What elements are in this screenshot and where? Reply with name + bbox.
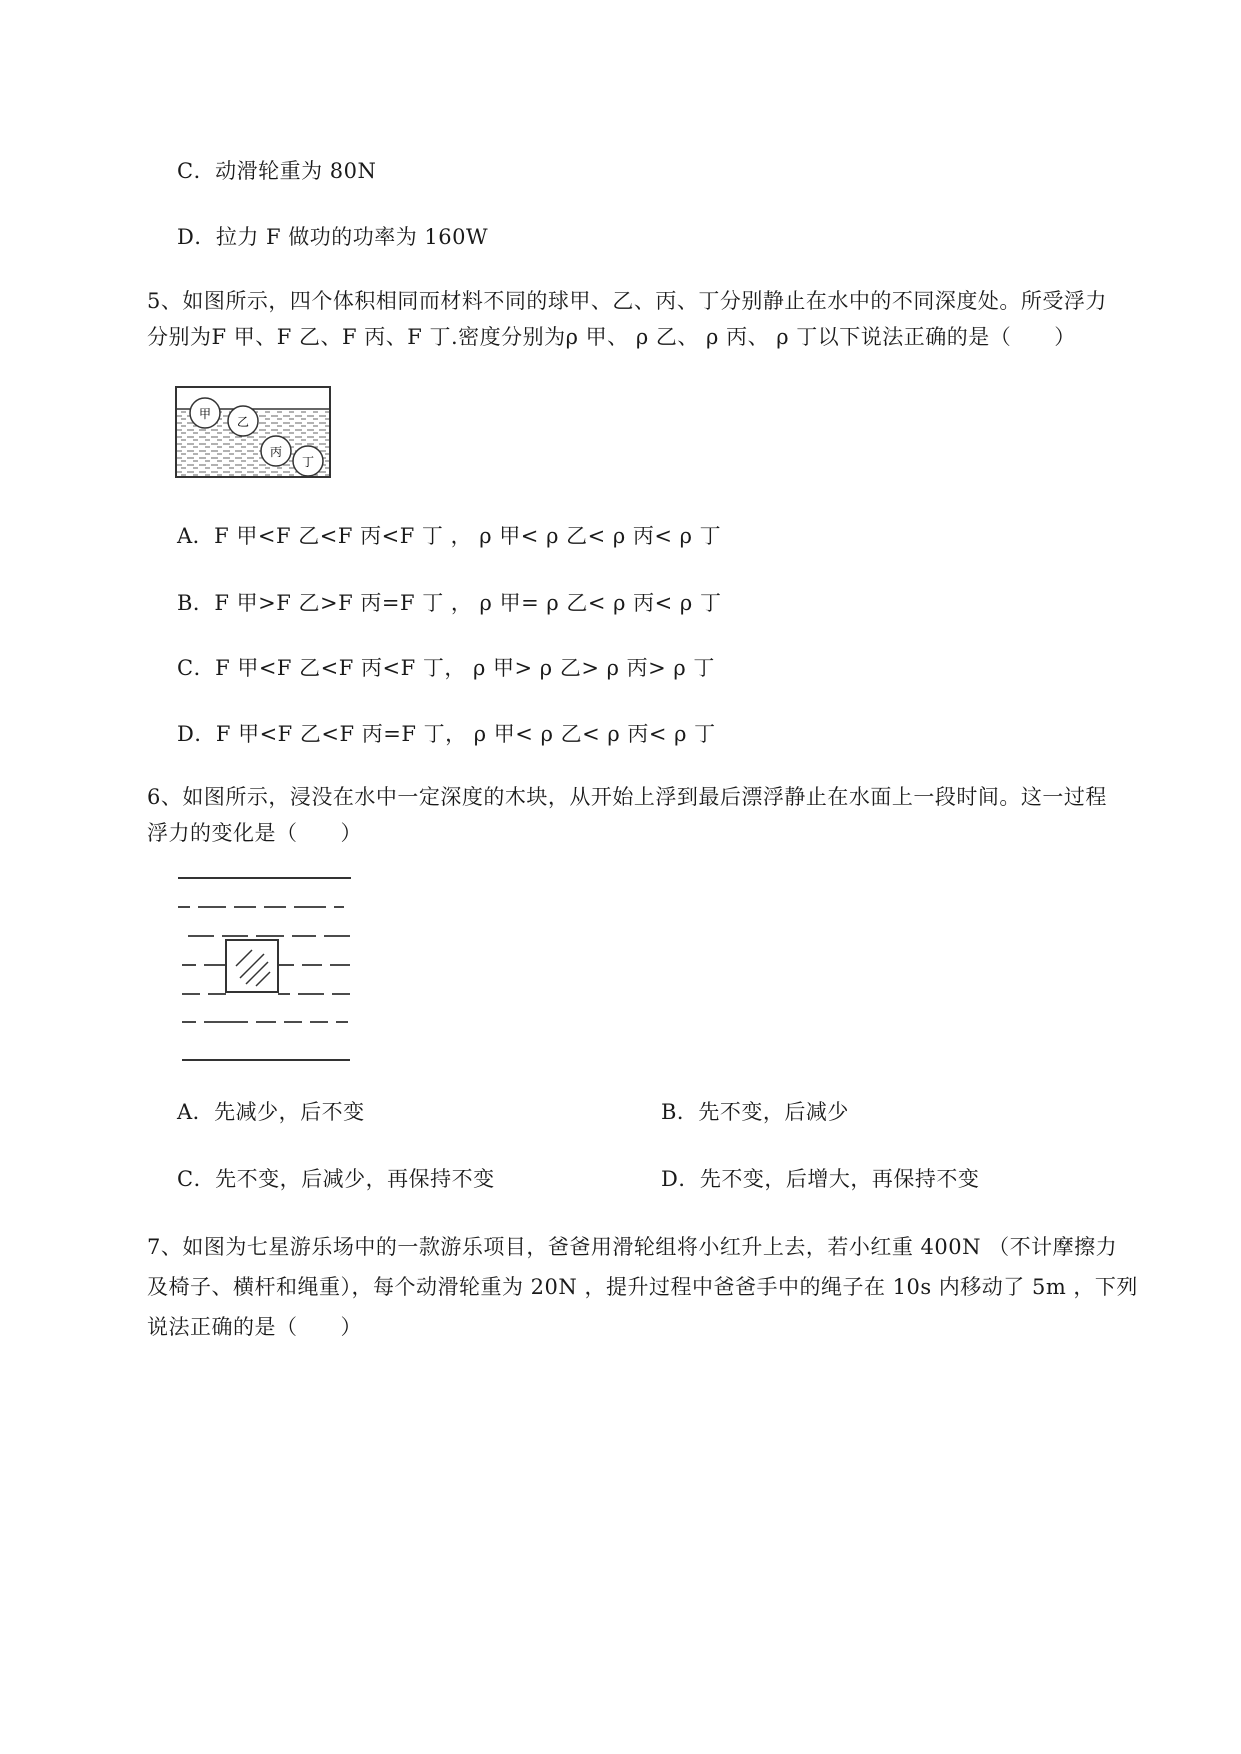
q6-stem-line2: 浮力的变化是（ ） [147,821,362,845]
ball-ding-label: 丁 [301,455,315,469]
ball-bing [261,436,291,466]
ball-jia [190,398,220,428]
ball-yi [228,406,258,436]
q6-option-a: A．先减少，后不变 [177,1100,365,1124]
option-d: D．拉力 F 做功的功率为 160W [177,225,489,249]
q6-figure [176,874,356,1068]
q7-stem-line3: 说法正确的是（ ） [147,1315,362,1339]
q5-stem-line2: 分别为F 甲、F 乙、F 丙、F 丁.密度分别为ρ 甲、 ρ 乙、 ρ 丙、 ρ 丁以下说法正确的是（ ） [147,325,1076,349]
q5-option-c: C．F 甲<F 乙<F 丙<F 丁， ρ 甲> ρ 乙> ρ 丙> ρ 丁 [177,656,715,680]
ball-ding [293,446,323,476]
q5-option-d: D．F 甲<F 乙<F 丙=F 丁， ρ 甲< ρ 乙< ρ 丙< ρ 丁 [177,722,716,746]
option-c: C．动滑轮重为 80N [177,159,377,183]
q6-option-d: D．先不变，后增大，再保持不变 [661,1167,980,1191]
q6-stem-line1: 6、如图所示，浸没在水中一定深度的木块，从开始上浮到最后漂浮静止在水面上一段时间。这一过程 [147,785,1107,809]
q5-option-a: A．F 甲<F 乙<F 丙<F 丁 ， ρ 甲< ρ 乙< ρ 丙< ρ 丁 [177,524,722,548]
q7-stem-line1: 7、如图为七星游乐场中的一款游乐项目，爸爸用滑轮组将小红升上去，若小红重 400N （不计摩擦力 [147,1235,1118,1259]
ball-yi-label: 乙 [236,415,250,429]
ball-bing-label: 丙 [269,445,283,459]
ball-jia-label: 甲 [198,407,212,421]
q5-figure [174,385,334,481]
q7-stem-line2: 及椅子、横杆和绳重），每个动滑轮重为 20N ，提升过程中爸爸手中的绳子在 10s 内移动了 5m ，下列 [147,1275,1138,1299]
q5-stem-line1: 5、如图所示，四个体积相同而材料不同的球甲、乙、丙、丁分别静止在水中的不同深度处。所受浮力 [147,289,1107,313]
q6-option-b: B．先不变，后减少 [661,1100,849,1124]
wooden-block [226,940,278,992]
q6-option-c: C．先不变，后减少，再保持不变 [177,1167,495,1191]
q5-option-b: B．F 甲>F 乙>F 丙=F 丁 ， ρ 甲= ρ 乙< ρ 丙< ρ 丁 [177,591,722,615]
